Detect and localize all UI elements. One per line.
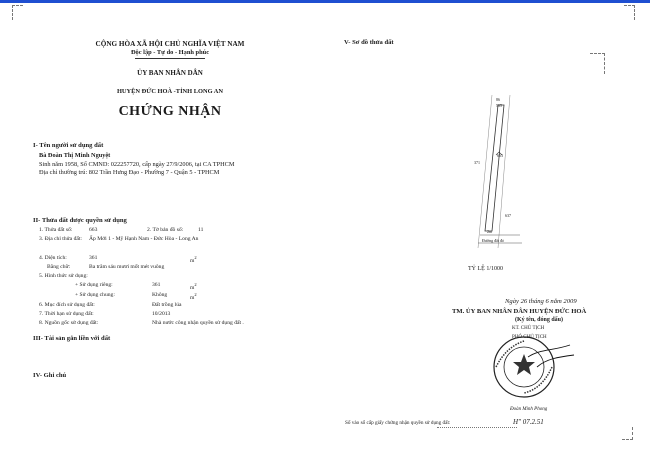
origin-value: Nhà nước công nhận quyền sử dụng đất . — [152, 320, 244, 326]
register-label: Số vào sổ cấp giấy chứng nhận quyền sử dụng đất: — [345, 420, 451, 426]
map-label-top: 86 — [496, 97, 500, 102]
origin-label: 8. Nguồn gốc sử dụng đất: — [39, 320, 99, 326]
signer-role-1: KT. CHỦ TỊCH — [512, 326, 545, 331]
usage-form-label: 5. Hình thức sử dụng: — [39, 273, 88, 279]
map-label-top2: 565 — [496, 103, 502, 108]
parcel-address-label: 3. Địa chỉ thửa đất: — [39, 236, 82, 242]
area-words-label: Bằng chữ: — [47, 264, 71, 270]
signer-role-2: PHÓ CHỦ TỊCH — [512, 335, 547, 340]
district-heading: HUYỆN ĐỨC HOÀ -TỈNH LONG AN — [116, 88, 224, 95]
parcel-number-label: 1. Thửa đất số: — [39, 227, 73, 233]
issuing-organization: TM. ỦY BAN NHÂN DÂN HUYỆN ĐỨC HOÀ — [452, 308, 587, 315]
parcel-number-value: 663 — [89, 227, 98, 233]
parcel-diagram — [440, 93, 550, 253]
map-sheet-value: 11 — [198, 227, 204, 233]
map-sheet-label: 2. Tờ bản đồ số: — [147, 227, 184, 233]
map-road-label: Đường đất đỏ — [482, 238, 505, 243]
common-use-unit: $m^2$ — [190, 292, 197, 301]
corner-mark-top-left — [12, 5, 23, 20]
parcel-left-boundary — [478, 95, 492, 248]
issue-date: Ngày 26 tháng 6 năm 2009 — [505, 298, 577, 305]
signature-note: (Ký tên, đóng dấu) — [515, 317, 564, 323]
purpose-value: Đất trồng lúa — [152, 302, 182, 308]
corner-mark-top-right — [624, 5, 635, 20]
register-dotted-line — [437, 427, 517, 428]
parcel-outline — [485, 105, 504, 231]
private-use-value: 361 — [152, 282, 161, 288]
republic-heading: CỘNG HÒA XÃ HỘI CHỦ NGHĨA VIỆT NAM — [95, 40, 245, 48]
common-use-label: + Sử dụng chung: — [75, 292, 115, 298]
map-label-right: 637 — [505, 213, 511, 218]
committee-heading: ỦY BAN NHÂN DÂN — [137, 69, 203, 77]
register-value: H" 07.2.51 — [513, 418, 544, 426]
purpose-label: 6. Mục đích sử dụng đất: — [39, 302, 95, 308]
common-use-value: Không — [152, 292, 168, 298]
signer-name: Đoàn Minh Phong — [510, 407, 548, 412]
certificate-title: CHỨNG NHẬN — [118, 104, 222, 119]
private-use-label: + Sử dụng riêng: — [75, 282, 113, 288]
owner-address: Địa chỉ thường trú: 802 Trần Hưng Đạo - Phường 7 - Quận 5 - TPHCM — [39, 169, 220, 176]
owner-identity: Sinh năm 1958, Số CMND: 022257720, cấp ngày 27/9/2006, tại CA TPHCM — [39, 161, 235, 168]
section-3-heading: III- Tài sản gắn liền với đất — [33, 335, 111, 342]
map-scale: TỶ LỆ 1/1000 — [468, 266, 503, 272]
section-1-heading: I- Tên người sử dụng đất — [33, 142, 104, 149]
corner-mark-right-top — [590, 53, 605, 74]
term-label: 7. Thời hạn sử dụng đất: — [39, 311, 94, 317]
section-2-heading: II- Thửa đất được quyền sử dụng — [33, 217, 127, 224]
map-label-left: 371 — [474, 160, 480, 165]
motto: Độc lập - Tự do - Hạnh phúc — [130, 49, 210, 56]
official-seal-stamp — [482, 327, 582, 407]
corner-mark-bottom-right — [622, 427, 633, 440]
map-label-mid: 663 — [497, 153, 503, 158]
parcel-address-value: Ấp Mới 1 - Mỹ Hạnh Nam - Đức Hòa - Long An — [89, 236, 199, 242]
private-use-unit: $m^2$ — [190, 282, 197, 291]
parcel-right-boundary — [498, 95, 510, 248]
section-5-heading: V- Sơ đồ thửa đất — [344, 39, 394, 46]
area-value: 361 — [89, 255, 98, 261]
section-4-heading: IV- Ghi chú — [33, 372, 67, 379]
area-unit: $m^2$ — [190, 255, 197, 264]
area-label: 4. Diện tích: — [39, 255, 67, 261]
area-words-value: Ba trăm sáu mươi mốt mét vuông — [89, 264, 165, 270]
motto-underline — [135, 58, 205, 59]
term-value: 10/2013 — [152, 311, 171, 317]
owner-name: Bà Đoàn Thị Minh Nguyệt — [39, 152, 111, 159]
certificate-page — [0, 3, 650, 459]
map-label-bottom: 2m — [487, 229, 493, 234]
